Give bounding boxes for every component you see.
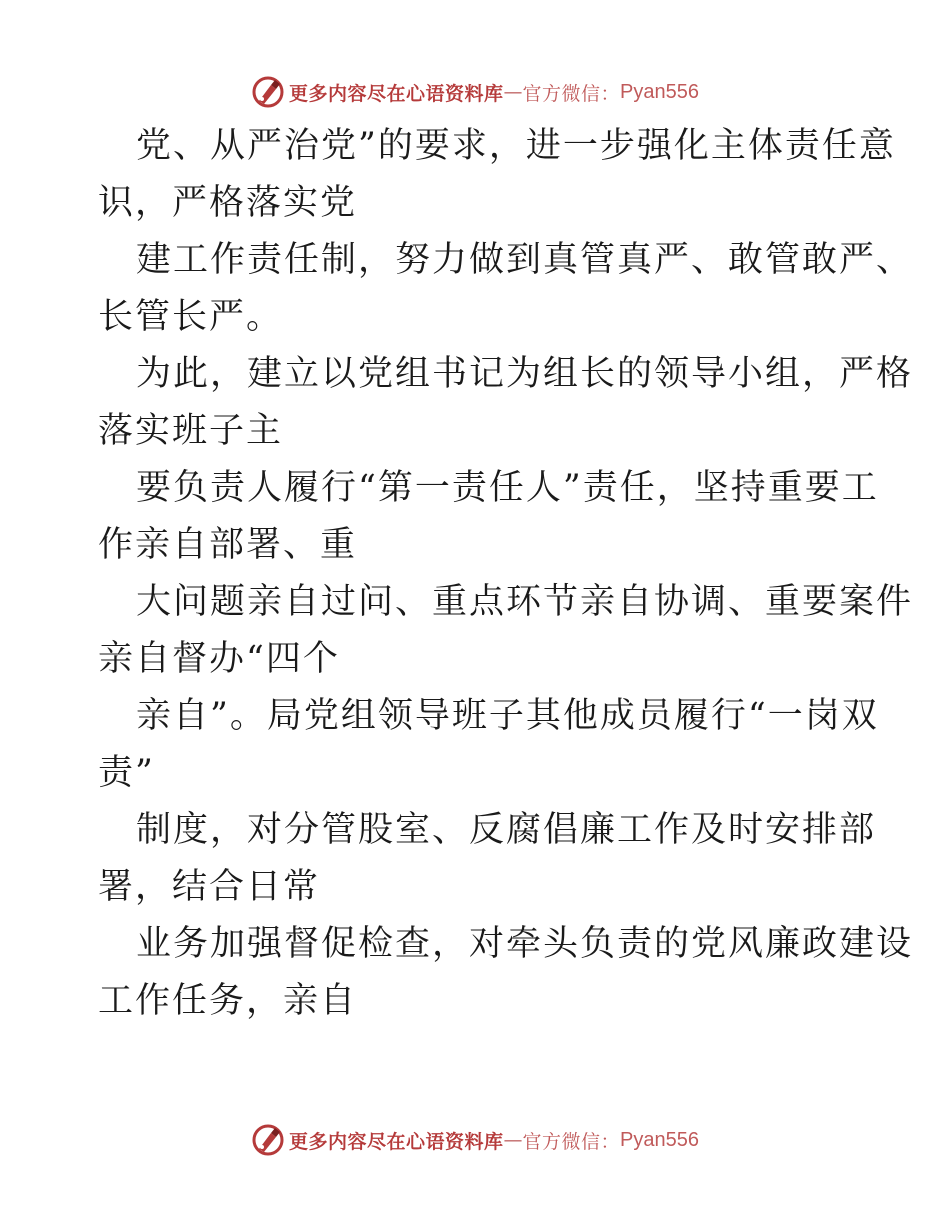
paragraph (98, 688, 879, 802)
paragraph-line: 要负责人履行“第一责任人”责任，坚持重要工 (136, 468, 879, 508)
banner-main-text: 更多内容尽在心语资料库 (289, 82, 504, 105)
banner-sub-text: 官方微信： (522, 82, 621, 105)
paragraph-line: 为此，建立以党组书记为组长的领导小组，严格 (136, 354, 914, 394)
paragraph (98, 346, 914, 460)
document-body (98, 118, 914, 1030)
paragraph-line: 工作任务，亲自 (98, 981, 358, 1021)
paragraph (98, 118, 896, 232)
paragraph (98, 916, 914, 1030)
paragraph-line: 党、从严治党”的要求，进一步强化主体责任意 (136, 126, 896, 166)
banner-main-text: 更多内容尽在心语资料库 (289, 1130, 504, 1153)
paragraph-line: 业务加强督促检查，对牵头负责的党风廉政建设 (136, 924, 914, 964)
paragraph-line: 大问题亲自过问、重点环节亲自协调、重要案件 (136, 582, 914, 622)
paragraph (98, 232, 914, 346)
paragraph-line: 作亲自部署、重 (98, 525, 358, 565)
paragraph-line: 长管长严。 (98, 297, 284, 337)
paragraph (98, 574, 914, 688)
banner-dash: — (503, 1129, 523, 1151)
paragraph-line: 责” (98, 753, 155, 793)
banner-wechat-id: Pyan556 (620, 1128, 699, 1151)
paragraph-line: 亲自”。局党组领导班子其他成员履行“一岗双 (136, 696, 879, 736)
banner-dash: — (503, 81, 523, 103)
pen-logo-icon (251, 75, 285, 109)
paragraph-line: 建工作责任制，努力做到真管真严、敢管敢严、 (136, 240, 914, 280)
paragraph-line: 落实班子主 (98, 411, 284, 451)
paragraph-line: 署，结合日常 (98, 867, 321, 907)
banner-sub-text: 官方微信： (522, 1130, 621, 1153)
paragraph (98, 802, 877, 916)
paragraph (98, 460, 879, 574)
paragraph-line: 识，严格落实党 (98, 183, 358, 223)
paragraph-line: 亲自督办“四个 (98, 639, 340, 679)
header-banner (0, 70, 950, 114)
banner-wechat-id: Pyan556 (620, 80, 699, 103)
footer-banner (0, 1118, 950, 1162)
paragraph-line: 制度，对分管股室、反腐倡廉工作及时安排部 (136, 810, 877, 850)
pen-logo-icon (251, 1123, 285, 1157)
